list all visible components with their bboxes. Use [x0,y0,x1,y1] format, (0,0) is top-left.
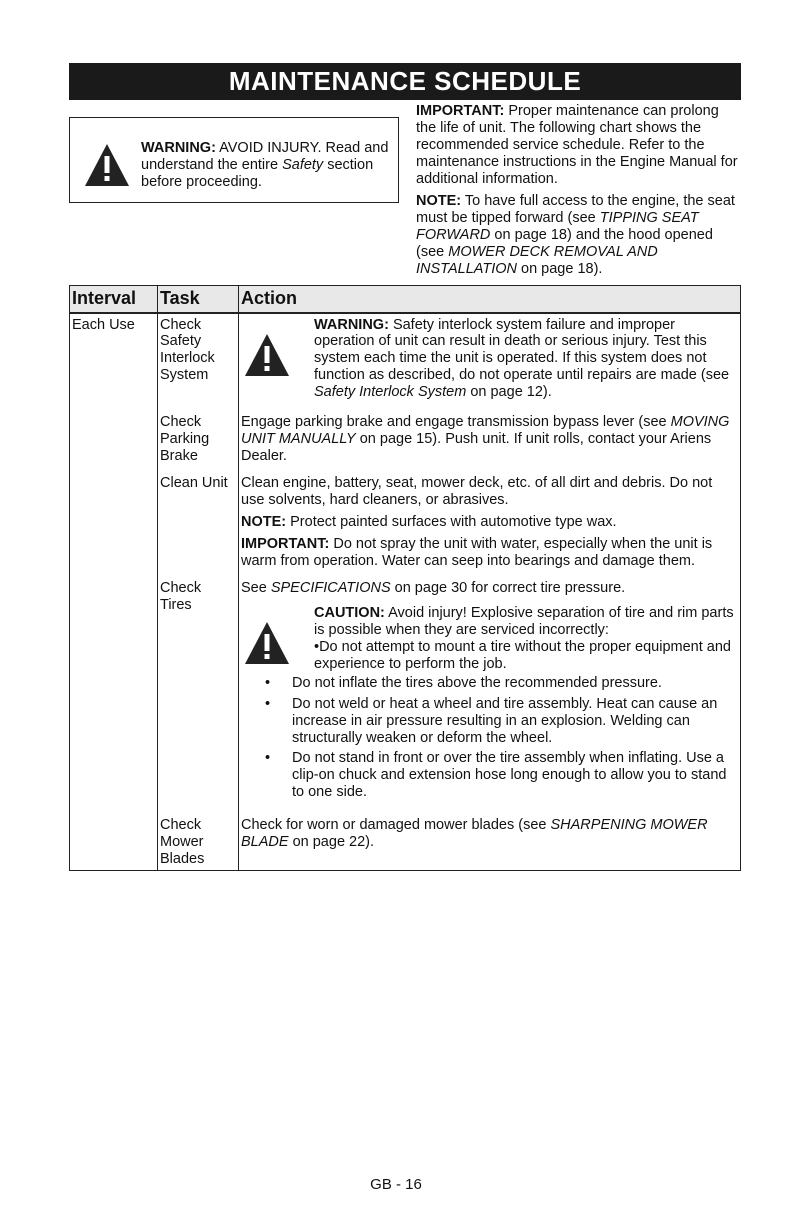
warning-icon [84,143,130,192]
action-brake: Engage parking brake and engage transmission bypass lever (see MOVING UNIT MANUALLY on page 15). Push unit. If unit rolls, contact your Ariens Dealer. [239,401,741,465]
caution-text: CAUTION: Avoid injury! Explosive separation of tire and rim parts is possible when they are serviced incorrectly: •Do not attempt to mount a tire without the proper equipment and experience to perform the job. [314,604,734,672]
maintenance-table [69,285,741,871]
list-item: • Do not stand in front or over the tire assembly when inflating. Use a clip-on chuck and extension hose long enough to allow you to stand to one side. [265,750,727,801]
intro-text [416,103,741,283]
task-clean: Clean Unit [158,465,239,575]
header-action: Action [239,286,741,313]
action-blades: Check for worn or damaged mower blades (see SHARPENING MOWER BLADE on page 22). [239,805,741,870]
action-clean: Clean engine, battery, seat, mower deck, etc. of all dirt and debris. Do not use solvents, hard cleaners, or abrasives. NOTE: Protect painted surfaces with automotive type wax. IMPORTANT: Do not spray the unit with water, especially when the unit is warm from operation. Water can seep into bearings and damage them. [239,465,741,575]
warning-text: WARNING: AVOID INJURY. Read and understand the entire Safety section before proceeding. [141,140,389,190]
task-blades: Check Mower Blades [158,805,239,870]
task-tires: Check Tires [158,575,239,805]
page-title: MAINTENANCE SCHEDULE [69,63,741,100]
action-tires: See SPECIFICATIONS on page 30 for correct tire pressure. CAUTION: Avoid injury! Explosive separation of tire and rim parts is possible when they are serviced incorrectly: •Do not attempt to mount a tire without the proper equipment and experience to perform the job. • Do not inflate the tires above the recommended pressure. • Do not weld or heat a wheel and tire assembly. Heat can cause an increase in air pressure resulting in an explosion. Welding can structurally weaken or deform the wheel. • Do not stand in front or over the tire assembly when inflating. Use a clip-on chuck and extension hose long enough to allow you to stand to one side. [239,575,741,805]
list-item: • Do not weld or heat a wheel and tire assembly. Heat can cause an increase in air pressure resulting in an explosion. Welding can structurally weaken or deform the wheel. [265,695,718,746]
tire-bullets [241,675,738,802]
header-interval: Interval [70,286,158,313]
warning-box [69,117,399,203]
task-safety: Check Safety Interlock System [158,313,239,402]
important-paragraph: IMPORTANT: Proper maintenance can prolong the life of unit. The following chart shows the recommended service schedule. Refer to the maintenance instructions in the Engine Manual for additional information. [416,103,738,187]
safety-warning-text: WARNING: Safety interlock system failure and improper operation of unit can result in death or serious injury. Test this system each time the unit is operated. If this system does not function as described, do not operate until repairs are made (see Safety Interlock System on page 12). [314,316,730,401]
list-item: • Do not inflate the tires above the recommended pressure. [265,674,662,691]
warning-icon [241,317,314,382]
page-number: GB - 16 [370,1176,422,1193]
task-brake: Check Parking Brake [158,401,239,465]
interval-cell: Each Use [70,313,158,402]
note-paragraph: NOTE: To have full access to the engine, the seat must be tipped forward (see TIPPING SEAT FORWARD on page 18) and the hood opened (see MOWER DECK REMOVAL AND INSTALLATION on page 18). [416,192,735,277]
header-task: Task [158,286,239,313]
action-safety [239,313,741,402]
caution-icon [241,605,314,670]
